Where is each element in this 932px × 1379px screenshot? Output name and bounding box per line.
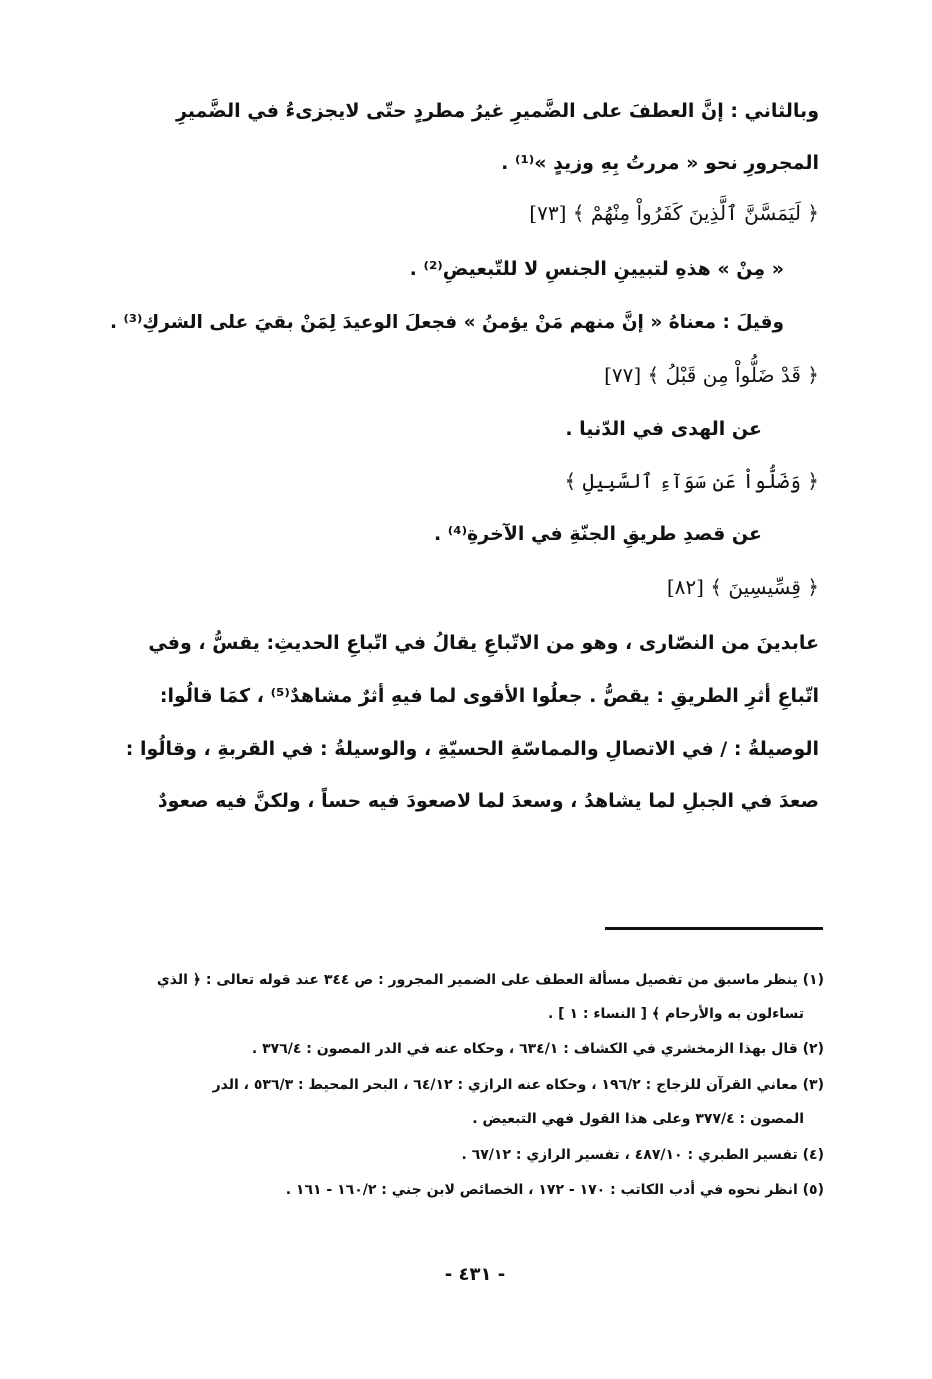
body-line-4: وقيلَ : معناهُ « إنَّ منهم مَنْ يؤمنُ » فجعلَ الوعيدَ لِمَنْ بقيَ على الشركِ⁽³⁾ . (110, 312, 784, 333)
body-line-7: عابدينَ من النصّارى ، وهو من الاتّباعِ يقالُ في اتّباعِ الحديثِ: يقسُّ ، وفي (148, 632, 819, 654)
body-line-10: صعدَ في الجبلِ لما يشاهدُ ، وسعدَ لما لاصعودَ فيه حساً ، ولكنَّ فيه صعودٌ (157, 790, 819, 812)
body-line-5: عن الهدى في الدّنيا . (565, 418, 762, 440)
footnote-4: (٤) تفسير الطبري : ٤٨٧/١٠ ، تفسير الرازي : ٦٧/١٢ . (461, 1147, 824, 1163)
footnote-1-line-1: (١) ينظر ماسبق من تفصيل مسألة العطف على الضمير المجرور : ص ٣٤٤ عند قوله تعالى : ﴿ الذي (156, 972, 824, 988)
footnote-separator (605, 927, 823, 930)
body-line-6: عن قصدِ طريقِ الجنّةِ في الآخرةِ⁽⁴⁾ . (433, 523, 762, 545)
body-line-1: وبالثاني : إنَّ العطفَ على الضَّميرِ غيرُ مطردٍ حتّى لايجزىءُ في الضَّميرِ (175, 100, 819, 122)
body-line-2: المجرورِ نحو « مررتُ بِهِ وزيدٍ »⁽¹⁾ . (501, 152, 819, 174)
quran-verse-73: ﴿ لَيَمَسَّنَّ ٱلَّذِينَ كَفَرُواْ مِنْهُمْ ﴾ [٧٣] (529, 201, 819, 225)
footnote-5: (٥) انظر نحوه في أدب الكاتب : ١٧٠ - ١٧٢ ، الخصائص لابن جني : ١٦٠/٢ - ١٦١ . (285, 1182, 824, 1198)
body-line-3: « مِنْ » هذهِ لتبيينِ الجنسِ لا للتّبعيضِ⁽²⁾ . (409, 258, 784, 280)
footnote-1-line-2: تساءلون به والأرحام ﴾ [ النساء : ١ ] . (547, 1006, 804, 1022)
footnote-2: (٢) قال بهذا الزمخشري في الكشاف : ٦٣٤/١ ، وحكاه عنه في الدر المصون : ٣٧٦/٤ . (251, 1041, 824, 1057)
body-line-8: اتّباعِ أثرِ الطريقِ : يقصُّ . جعلُوا الأقوى لما فيهِ أثرٌ مشاهدٌ⁽⁵⁾ ، كمَا قالُوا: (159, 685, 819, 707)
quran-verse-77a: ﴿ قَدْ ضَلُّواْ مِن قَبْلُ ﴾ [٧٧] (604, 363, 819, 387)
page-number: - ٤٣١ - (444, 1264, 506, 1285)
quran-verse-82: ﴿ قِسِّيسِينَ ﴾ [٨٢] (666, 575, 819, 599)
quran-verse-77b: ﴿ وَضَلُّواْ عَن سَوَآءِ ٱلسَّبِيلِ ﴾ (564, 469, 819, 493)
footnote-3-line-2: المصون : ٣٧٧/٤ وعلى هذا القول فهي التبعيض . (472, 1111, 804, 1127)
footnote-3-line-1: (٣) معاني القرآن للزجاج : ١٩٦/٢ ، وحكاه عنه الرازي : ٦٤/١٢ ، البحر المحيط : ٥٣٦/٣ ، الدر (212, 1077, 824, 1093)
body-line-9: الوصيلةُ : / في الاتصالِ والمماسّةِ الحسيّةِ ، والوسيلةُ : في القربةِ ، وقالُوا : (125, 738, 819, 760)
